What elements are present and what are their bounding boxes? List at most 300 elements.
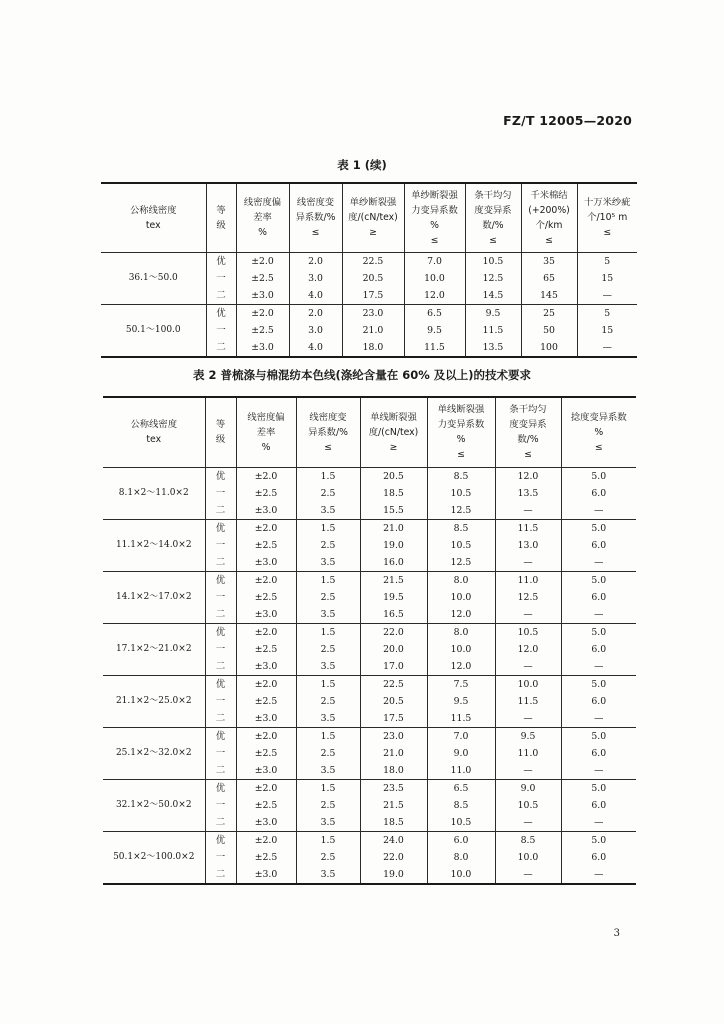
grade-cell: 二: [205, 606, 236, 624]
value-cell: —: [495, 866, 561, 884]
value-cell: 11.0: [495, 571, 561, 589]
value-cell: 2.0: [289, 252, 342, 270]
value-cell: 10.5: [495, 623, 561, 641]
value-cell: 11.5: [495, 693, 561, 710]
header-text-line: 线密度变: [309, 411, 347, 423]
value-cell: 23.0: [360, 727, 427, 745]
header-text-line: 力变异系数: [411, 204, 458, 216]
table-row: [101, 252, 637, 270]
column-header: [561, 397, 636, 467]
value-cell: 5: [577, 252, 637, 270]
value-cell: —: [495, 814, 561, 832]
header-row: [101, 183, 637, 252]
value-cell: —: [561, 606, 636, 624]
value-cell: 20.5: [360, 693, 427, 710]
header-text-line: 个/km: [535, 219, 563, 231]
value-cell: 8.0: [427, 623, 495, 641]
header-text-line: 级: [215, 434, 226, 446]
value-cell: ±3.0: [236, 287, 289, 305]
header-text-line: %: [456, 434, 466, 446]
header-text-line: 条干均匀: [509, 404, 547, 416]
grade-cell: 二: [205, 502, 236, 520]
header-text-line: 公称线密度: [130, 204, 177, 216]
value-cell: 2.5: [296, 485, 360, 502]
value-cell: 5.0: [561, 831, 636, 849]
value-cell: 5.0: [561, 727, 636, 745]
value-cell: 1.5: [296, 831, 360, 849]
value-cell: 24.0: [360, 831, 427, 849]
header-text-line: 等: [215, 419, 226, 431]
value-cell: 16.5: [360, 606, 427, 624]
value-cell: 19.0: [360, 537, 427, 554]
value-cell: 23.0: [342, 304, 404, 322]
value-cell: 3.5: [296, 502, 360, 520]
header-text-line: tex: [145, 219, 161, 231]
grade-cell: 一: [205, 537, 236, 554]
value-cell: 12.5: [427, 502, 495, 520]
value-cell: 1.5: [296, 467, 360, 485]
value-cell: 6.0: [561, 485, 636, 502]
header-text-line: 个/10⁵ m: [587, 212, 628, 224]
grade-cell: 优: [205, 727, 236, 745]
value-cell: ±2.0: [236, 571, 296, 589]
grade-cell: 二: [205, 814, 236, 832]
grade-cell: 一: [205, 589, 236, 606]
value-cell: 15: [577, 270, 637, 287]
value-cell: 14.5: [465, 287, 521, 305]
header-text-line: ≤: [324, 441, 332, 453]
column-header: [236, 397, 296, 467]
table1-spec-continued: [101, 182, 637, 358]
grade-cell: 一: [205, 485, 236, 502]
value-cell: 12.5: [465, 270, 521, 287]
value-cell: 22.5: [342, 252, 404, 270]
table-row: [103, 623, 636, 641]
header-text-line: 线密度偏: [243, 197, 282, 209]
value-cell: 12.5: [427, 554, 495, 572]
value-cell: 5.0: [561, 467, 636, 485]
grade-cell: 优: [206, 304, 236, 322]
value-cell: ±2.0: [236, 831, 296, 849]
value-cell: ±3.0: [236, 554, 296, 572]
value-cell: 11.5: [495, 519, 561, 537]
value-cell: 12.0: [427, 658, 495, 676]
value-cell: 3.5: [296, 866, 360, 884]
table1-body: [101, 252, 637, 357]
header-text-line: ≥: [369, 227, 377, 239]
header-text-line: 度/(cN/tex): [348, 212, 398, 224]
grade-cell: 优: [205, 675, 236, 693]
column-header: [342, 183, 404, 252]
value-cell: 11.0: [427, 762, 495, 780]
value-cell: ±3.0: [236, 762, 296, 780]
grade-cell: 优: [205, 467, 236, 485]
value-cell: 20.0: [360, 641, 427, 658]
value-cell: 3.5: [296, 658, 360, 676]
value-cell: 65: [521, 270, 577, 287]
value-cell: —: [577, 339, 637, 357]
value-cell: 6.0: [561, 693, 636, 710]
value-cell: 2.5: [296, 641, 360, 658]
value-cell: 1.5: [296, 675, 360, 693]
value-cell: 3.0: [289, 270, 342, 287]
value-cell: —: [495, 554, 561, 572]
header-text-line: %: [261, 441, 271, 453]
value-cell: 4.0: [289, 339, 342, 357]
value-cell: —: [561, 554, 636, 572]
value-cell: 2.0: [289, 304, 342, 322]
value-cell: 8.5: [495, 831, 561, 849]
value-cell: ±3.0: [236, 502, 296, 520]
value-cell: 18.5: [360, 814, 427, 832]
value-cell: 18.0: [342, 339, 404, 357]
value-cell: 1.5: [296, 623, 360, 641]
value-cell: —: [561, 762, 636, 780]
value-cell: 6.0: [561, 537, 636, 554]
header-text-line: 捻度变异系数: [570, 411, 627, 423]
value-cell: 11.5: [404, 339, 465, 357]
value-cell: 12.5: [495, 589, 561, 606]
column-header: [206, 183, 236, 252]
value-cell: 7.0: [427, 727, 495, 745]
value-cell: 10.0: [404, 270, 465, 287]
value-cell: 5.0: [561, 675, 636, 693]
value-cell: 8.5: [427, 467, 495, 485]
value-cell: 13.5: [495, 485, 561, 502]
value-cell: 6.0: [561, 849, 636, 866]
value-cell: ±2.0: [236, 779, 296, 797]
value-cell: ±2.5: [236, 693, 296, 710]
value-cell: 9.5: [404, 322, 465, 339]
value-cell: 3.5: [296, 762, 360, 780]
grade-cell: 一: [205, 797, 236, 814]
grade-cell: 一: [205, 693, 236, 710]
value-cell: 22.5: [360, 675, 427, 693]
value-cell: —: [495, 710, 561, 728]
value-cell: 5.0: [561, 519, 636, 537]
header-text-line: 力变异系数: [437, 419, 485, 431]
nominal-density-cell: 50.1×2～100.0×2: [103, 831, 205, 884]
column-header: [296, 397, 360, 467]
header-text-line: 单纱断裂强: [411, 189, 458, 201]
header-text-line: ≤: [311, 227, 320, 239]
value-cell: 25: [521, 304, 577, 322]
header-text-line: ≥: [389, 441, 398, 453]
value-cell: 22.0: [360, 849, 427, 866]
value-cell: 12.0: [495, 641, 561, 658]
header-text-line: 数/%: [517, 434, 539, 446]
header-text-line: 线密度变: [296, 197, 335, 209]
value-cell: —: [495, 658, 561, 676]
value-cell: 10.0: [427, 866, 495, 884]
value-cell: ±3.0: [236, 814, 296, 832]
header-text-line: 线密度偏: [247, 411, 285, 423]
nominal-density-cell: 32.1×2～50.0×2: [103, 779, 205, 831]
value-cell: 13.0: [495, 537, 561, 554]
header-text-line: 公称线密度: [130, 419, 177, 431]
grade-cell: 优: [205, 623, 236, 641]
header-text-line: ≤: [594, 441, 603, 453]
value-cell: ±2.5: [236, 745, 296, 762]
value-cell: ±2.5: [236, 589, 296, 606]
value-cell: ±3.0: [236, 339, 289, 357]
value-cell: 17.0: [360, 658, 427, 676]
value-cell: ±3.0: [236, 606, 296, 624]
grade-cell: 二: [205, 554, 236, 572]
value-cell: 8.0: [427, 571, 495, 589]
grade-cell: 二: [205, 658, 236, 676]
value-cell: ±2.0: [236, 675, 296, 693]
grade-cell: 优: [205, 831, 236, 849]
value-cell: 19.0: [360, 866, 427, 884]
grade-cell: 优: [206, 252, 236, 270]
column-header: [103, 397, 205, 467]
header-text-line: 度变异系: [474, 204, 512, 216]
value-cell: 7.5: [427, 675, 495, 693]
value-cell: 21.0: [342, 322, 404, 339]
value-cell: 6.0: [561, 589, 636, 606]
value-cell: ±2.5: [236, 270, 289, 287]
nominal-density-cell: 14.1×2～17.0×2: [103, 571, 205, 623]
header-text-line: 十万米纱疵: [584, 197, 631, 209]
value-cell: 10.0: [495, 849, 561, 866]
value-cell: 21.5: [360, 571, 427, 589]
value-cell: —: [561, 710, 636, 728]
header-text-line: 级: [216, 219, 226, 231]
value-cell: ±2.0: [236, 252, 289, 270]
value-cell: 5.0: [561, 571, 636, 589]
value-cell: 2.5: [296, 693, 360, 710]
table-row: [103, 467, 636, 485]
header-text-line: ≤: [524, 449, 532, 461]
value-cell: 12.0: [427, 606, 495, 624]
column-header: [404, 183, 465, 252]
header-text-line: %: [430, 219, 439, 231]
value-cell: 21.0: [360, 745, 427, 762]
value-cell: 9.5: [465, 304, 521, 322]
value-cell: 13.5: [465, 339, 521, 357]
grade-cell: 二: [206, 339, 236, 357]
table2-spec: [103, 396, 636, 885]
value-cell: ±3.0: [236, 866, 296, 884]
value-cell: 18.5: [360, 485, 427, 502]
header-text-line: 单线断裂强: [370, 411, 417, 423]
value-cell: —: [577, 287, 637, 305]
header-text-line: %: [594, 426, 604, 438]
value-cell: 6.0: [561, 641, 636, 658]
value-cell: 16.0: [360, 554, 427, 572]
value-cell: 35: [521, 252, 577, 270]
value-cell: 3.5: [296, 710, 360, 728]
value-cell: —: [495, 502, 561, 520]
value-cell: ±3.0: [236, 658, 296, 676]
value-cell: 6.5: [404, 304, 465, 322]
column-header: [521, 183, 577, 252]
value-cell: 3.5: [296, 606, 360, 624]
value-cell: 15.5: [360, 502, 427, 520]
value-cell: 10.5: [427, 537, 495, 554]
value-cell: ±2.0: [236, 727, 296, 745]
table2-caption: 表 2 普梳涤与棉混纺本色线(涤纶含量在 60% 及以上)的技术要求: [192, 368, 532, 382]
value-cell: 21.5: [360, 797, 427, 814]
table-row: [101, 304, 637, 322]
grade-cell: 二: [206, 287, 236, 305]
column-header: [427, 397, 495, 467]
header-text-line: 等: [216, 204, 226, 216]
value-cell: 21.0: [360, 519, 427, 537]
value-cell: 17.5: [360, 710, 427, 728]
standard-number: FZ/T 12005—2020: [503, 113, 632, 128]
header-text-line: %: [258, 227, 267, 239]
header-text-line: ≤: [545, 234, 553, 246]
value-cell: 1.5: [296, 727, 360, 745]
value-cell: 2.5: [296, 797, 360, 814]
value-cell: ±2.5: [236, 322, 289, 339]
value-cell: 12.0: [404, 287, 465, 305]
nominal-density-cell: 11.1×2～14.0×2: [103, 519, 205, 571]
value-cell: 8.0: [427, 849, 495, 866]
grade-cell: 一: [205, 849, 236, 866]
value-cell: 5.0: [561, 779, 636, 797]
grade-cell: 二: [205, 866, 236, 884]
header-text-line: ≤: [603, 227, 612, 239]
grade-cell: 优: [205, 519, 236, 537]
value-cell: 11.5: [465, 322, 521, 339]
value-cell: 3.5: [296, 554, 360, 572]
header-text-line: 单纱断裂强: [349, 197, 397, 209]
value-cell: 18.0: [360, 762, 427, 780]
nominal-density-cell: 25.1×2～32.0×2: [103, 727, 205, 779]
table1-caption: 表 1 (续): [337, 158, 387, 172]
value-cell: ±2.0: [236, 623, 296, 641]
value-cell: ±2.0: [236, 519, 296, 537]
table2-body: [103, 467, 636, 884]
value-cell: 7.0: [404, 252, 465, 270]
value-cell: —: [495, 762, 561, 780]
page-number: 3: [613, 928, 620, 939]
value-cell: 5.0: [561, 623, 636, 641]
value-cell: —: [561, 814, 636, 832]
value-cell: 8.5: [427, 797, 495, 814]
header-text-line: (+200%): [528, 204, 570, 216]
value-cell: 11.5: [427, 710, 495, 728]
value-cell: 1.5: [296, 571, 360, 589]
table-row: [103, 571, 636, 589]
header-text-line: 度/(cN/tex): [368, 426, 419, 438]
value-cell: 10.0: [427, 641, 495, 658]
value-cell: 1.5: [296, 779, 360, 797]
grade-cell: 优: [205, 779, 236, 797]
value-cell: 2.5: [296, 849, 360, 866]
grade-cell: 二: [205, 762, 236, 780]
table1-header: [101, 183, 637, 252]
header-text-line: 数/%: [482, 219, 504, 231]
value-cell: 100: [521, 339, 577, 357]
value-cell: 19.5: [360, 589, 427, 606]
value-cell: 12.0: [495, 467, 561, 485]
value-cell: 50: [521, 322, 577, 339]
value-cell: —: [561, 502, 636, 520]
value-cell: ±2.0: [236, 304, 289, 322]
value-cell: 10.5: [465, 252, 521, 270]
nominal-density-cell: 36.1～50.0: [101, 252, 206, 304]
column-header: [360, 397, 427, 467]
value-cell: 4.0: [289, 287, 342, 305]
value-cell: ±3.0: [236, 710, 296, 728]
value-cell: 9.0: [495, 779, 561, 797]
header-text-line: 异系数/%: [308, 426, 348, 438]
value-cell: 6.0: [561, 797, 636, 814]
value-cell: 8.5: [427, 519, 495, 537]
grade-cell: 一: [206, 270, 236, 287]
value-cell: 10.5: [427, 814, 495, 832]
table2-header: [103, 397, 636, 467]
grade-cell: 一: [205, 641, 236, 658]
header-text-line: ≤: [430, 234, 439, 246]
column-header: [205, 397, 236, 467]
header-text-line: 千米棉结: [530, 189, 568, 201]
value-cell: 6.0: [561, 745, 636, 762]
header-text-line: ≤: [489, 234, 497, 246]
grade-cell: 一: [206, 322, 236, 339]
value-cell: 23.5: [360, 779, 427, 797]
header-text-line: 单线断裂强: [437, 404, 485, 416]
value-cell: 15: [577, 322, 637, 339]
header-text-line: 异系数/%: [295, 212, 336, 224]
grade-cell: 二: [205, 710, 236, 728]
value-cell: ±2.5: [236, 849, 296, 866]
value-cell: 11.0: [495, 745, 561, 762]
value-cell: 2.5: [296, 589, 360, 606]
value-cell: 3.0: [289, 322, 342, 339]
table-row: [103, 727, 636, 745]
header-text-line: 条干均匀: [474, 189, 512, 201]
header-text-line: 度变异系: [509, 419, 547, 431]
column-header: [495, 397, 561, 467]
header-text-line: 差率: [256, 426, 276, 438]
value-cell: 17.5: [342, 287, 404, 305]
value-cell: ±2.0: [236, 467, 296, 485]
value-cell: 6.0: [427, 831, 495, 849]
value-cell: 5: [577, 304, 637, 322]
value-cell: ±2.5: [236, 537, 296, 554]
value-cell: 10.0: [427, 589, 495, 606]
column-header: [236, 183, 289, 252]
header-text-line: ≤: [457, 449, 465, 461]
column-header: [465, 183, 521, 252]
value-cell: 22.0: [360, 623, 427, 641]
nominal-density-cell: 50.1～100.0: [101, 304, 206, 357]
grade-cell: 优: [205, 571, 236, 589]
nominal-density-cell: 21.1×2～25.0×2: [103, 675, 205, 727]
value-cell: 1.5: [296, 519, 360, 537]
header-text-line: 差率: [253, 212, 272, 224]
value-cell: 10.5: [495, 797, 561, 814]
value-cell: 20.5: [342, 270, 404, 287]
header-row: [103, 397, 636, 467]
grade-cell: 一: [205, 745, 236, 762]
table-row: [103, 831, 636, 849]
value-cell: 10.0: [495, 675, 561, 693]
value-cell: 10.5: [427, 485, 495, 502]
value-cell: ±2.5: [236, 641, 296, 658]
table-row: [103, 519, 636, 537]
value-cell: 2.5: [296, 745, 360, 762]
nominal-density-cell: 8.1×2～11.0×2: [103, 467, 205, 519]
column-header: [577, 183, 637, 252]
value-cell: 2.5: [296, 537, 360, 554]
value-cell: —: [561, 866, 636, 884]
